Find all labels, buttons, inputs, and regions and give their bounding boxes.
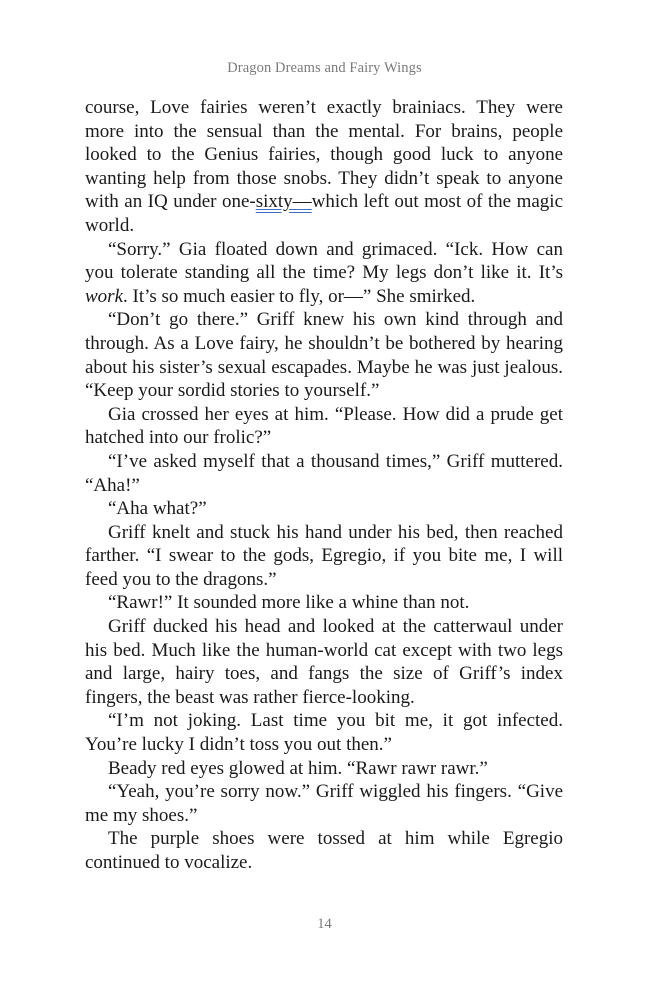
text-run: “I’ve asked myself that a thousand times,” Griff muttered. “Aha!” [85, 450, 563, 496]
paragraph [85, 497, 563, 521]
paragraph [85, 615, 563, 709]
paragraph [85, 827, 563, 874]
paragraph [85, 757, 563, 781]
paragraph [85, 308, 563, 402]
paragraph [85, 238, 563, 309]
underlined-text: sixty— [255, 191, 312, 213]
paragraph [85, 403, 563, 450]
text-run: Griff knelt and stuck his hand under his bed, then reached farther. “I swear to the gods, Egregio, if you bite me, I will feed you to the dragons.” [85, 521, 563, 590]
text-run: “I’m not joking. Last time you bit me, it got infected. You’re lucky I didn’t toss you out then.” [85, 710, 563, 756]
page-body [85, 96, 563, 875]
italic-text: work [85, 285, 123, 307]
running-header: Dragon Dreams and Fairy Wings [227, 60, 422, 76]
paragraph [85, 780, 563, 827]
text-run: “Don’t go there.” Griff knew his own kind through and through. As a Love fairy, he shouldn’t be bothered by hearing about his sister’s sexual escapades. Maybe he was just jealous. “Keep your sordid stories to yourself.” [85, 309, 563, 402]
text-run: “Rawr!” It sounded more like a whine than not. [108, 592, 470, 614]
paragraph [85, 521, 563, 592]
text-run: “Aha what?” [108, 498, 207, 520]
text-run: “Sorry.” Gia floated down and grimaced. “Ick. How can you tolerate standing all the time? My legs don’t like it. It’s [85, 238, 563, 284]
text-run: The purple shoes were tossed at him while Egregio continued to vocalize. [85, 828, 563, 873]
paragraph [85, 591, 563, 615]
text-run: Beady red eyes glowed at him. “Rawr rawr rawr.” [108, 757, 488, 779]
text-run: “Yeah, you’re sorry now.” Griff wiggled his fingers. “Give me my shoes.” [85, 781, 563, 826]
paragraph [85, 709, 563, 756]
page-number: 14 [317, 916, 332, 932]
text-run: Griff ducked his head and looked at the catterwaul under his bed. Much like the human-world cat except with two legs and large, hairy toes, and fangs the size of Griff’s index fingers, the beast was rather fierce-looking. [85, 616, 563, 708]
paragraph [85, 96, 563, 238]
text-run: Gia crossed her eyes at him. “Please. How did a prude get hatched into our frolic?” [85, 403, 563, 449]
text-run: which left out most of the magic world. [85, 191, 564, 236]
text-run: . It’s so much easier to fly, or—” She smirked. [123, 285, 476, 307]
paragraph [85, 450, 563, 497]
text-run: course, Love fairies weren’t exactly brainiacs. They were more into the sensual than the mental. For brains, people looked to the Genius fairies, though good luck to anyone wanting help from those snobs. They didn’t speak to anyone with an IQ under one- [85, 97, 563, 213]
